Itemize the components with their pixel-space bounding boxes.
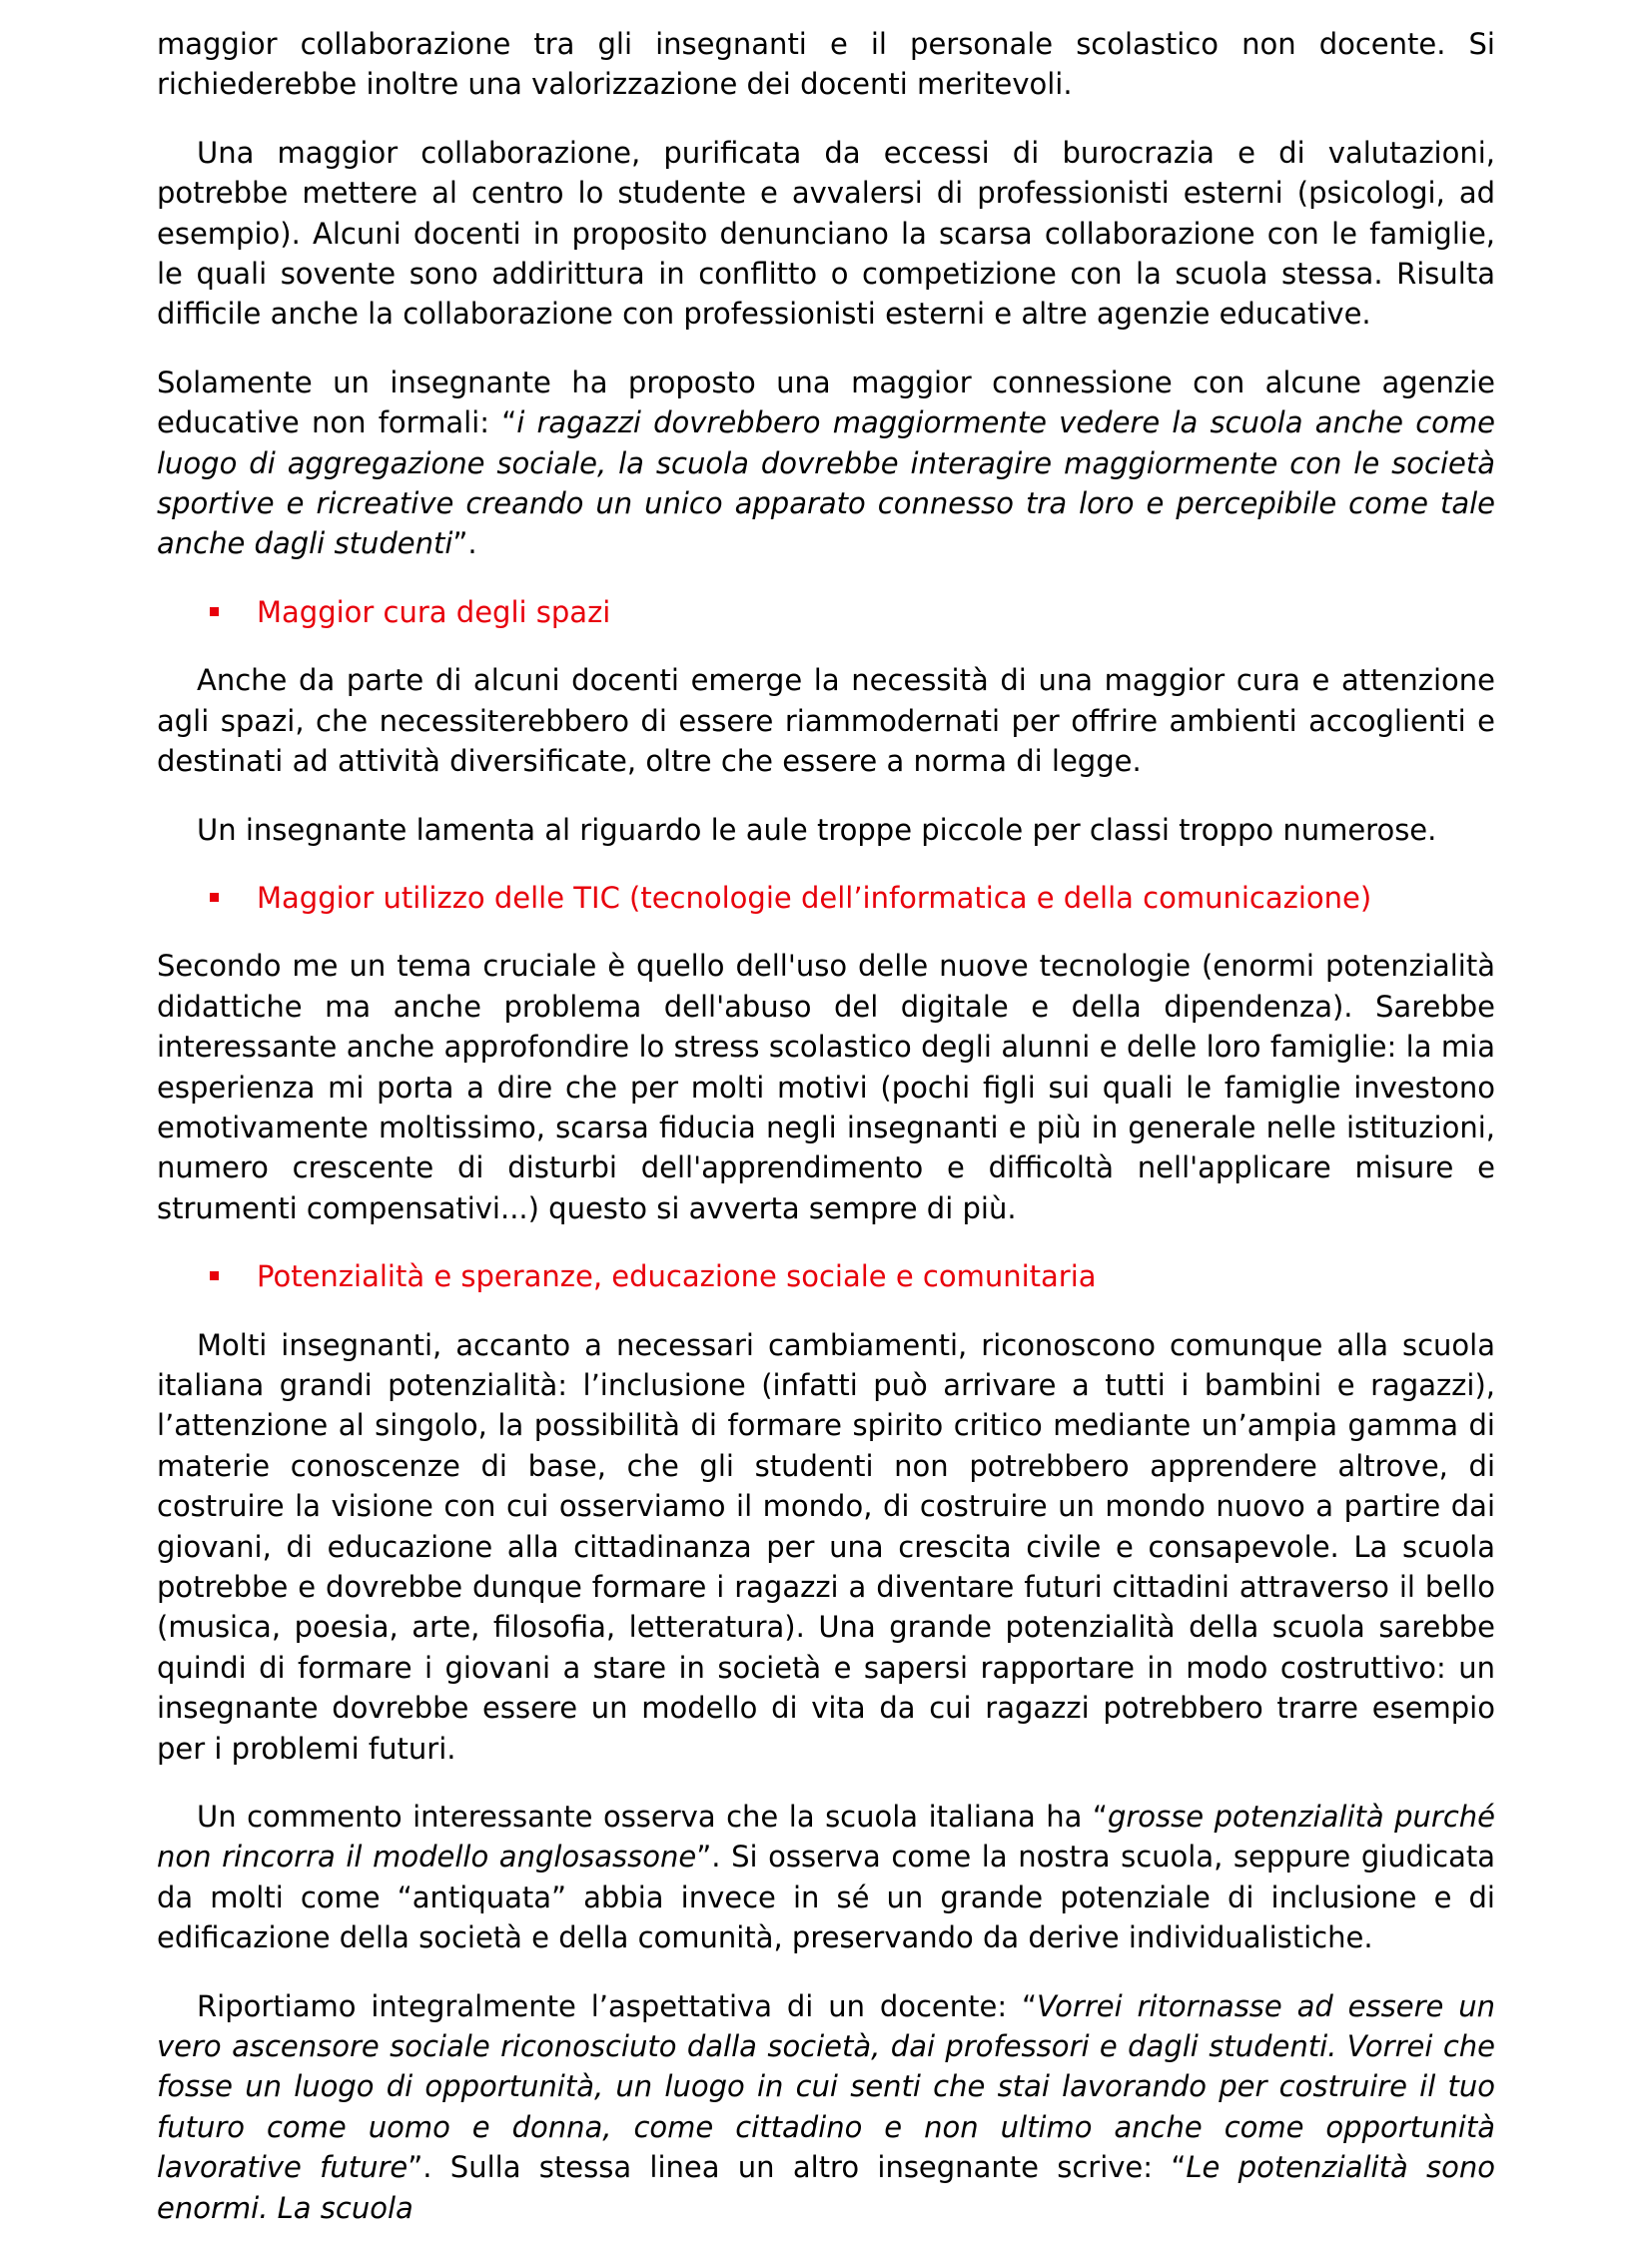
section-heading-spaces [157, 592, 1495, 632]
paragraph-technologies: Secondo me un tema cruciale è quello dell'uso delle nuove tecnologie (enormi potenzialità didattiche ma anche problema dell'abuso del digitale e della dipendenza). Sarebbe interessante anche approfondire lo stress scolastico degli alunni e delle loro famiglie: la mia esperienza mi porta a dire che per molti motivi (pochi figli sui quali le famiglie investono emotivamente moltissimo, scarsa fiducia negli insegnanti e più in generale nelle istituzioni, numero crescente di disturbi dell'apprendimento e difficoltà nell'applicare misure e strumenti compensativi...) questo si avverta sempre di più. [157, 949, 1495, 1225]
paragraph-collaboration-end: maggior collaborazione tra gli insegnanti e il personale scolastico non docente. Si richiederebbe inoltre una valorizzazione dei docenti meritevoli. [157, 27, 1495, 102]
quote-lead: Riportiamo integralmente l’aspettativa di un docente: “ [197, 1988, 1038, 2023]
paragraph-comment [157, 1797, 1495, 1958]
quote-text-2: Le potenzialità sono enormi. La scuola [157, 2150, 1495, 2225]
paragraph-potential: Molti insegnanti, accanto a necessari cambiamenti, riconoscono comunque alla scuola italiana grandi potenzialità: l’inclusione (infatti può arrivare a tutti i bambini e ragazzi), l’attenzione al singolo, la possibilità di formare spirito critico mediante un’ampia gamma di materie conoscenze di base, che gli studenti non potrebbero apprendere altrove, di costruire la visione con cui osserviamo il mondo, di costruire un mondo nuovo a partire dai giovani, di educazione alla cittadinanza per una crescita civile e consapevole. La scuola potrebbe e dovrebbe dunque formare i ragazzi a diventare futuri cittadini attraverso il bello (musica, poesia, arte, filosofia, letteratura). Una grande potenzialità della scuola sarebbe quindi di formare i giovani a stare in società e sapersi rapportare in modo costruttivo: un insegnante dovrebbe essere un modello di vita da cui ragazzi potrebbero trarre esempio per i problemi futuri. [157, 1327, 1495, 1766]
quote-tail: ”. [452, 526, 477, 561]
heading-text: Potenzialità e speranze, educazione sociale e comunitaria [257, 1259, 1097, 1294]
paragraph-spaces: Anche da parte di alcuni docenti emerge la necessità di una maggior cura e attenzione agli spazi, che necessiterebbero di essere riammodernati per offrire ambienti accoglienti e destinati ad attività diversificate, oltre che essere a norma di legge. [157, 663, 1495, 779]
square-bullet-icon [210, 607, 219, 616]
section-heading-potential [157, 1256, 1495, 1296]
paragraph-non-formal-agencies [157, 363, 1495, 564]
paragraph-expectation [157, 1986, 1495, 2228]
heading-text: Maggior cura degli spazi [257, 594, 611, 629]
quote-text: Vorrei ritornasse ad essere un vero ascensore sociale riconosciuto dalla società, dai professori e dagli studenti. Vorrei che fosse un luogo di opportunità, un luogo in cui senti che stai lavorando per costruire il tuo futuro come uomo e donna, come cittadino e non ultimo anche come opportunità lavorative future [157, 1988, 1495, 2185]
quote-lead: Un commento interessante osserva che la scuola italiana ha “ [197, 1800, 1108, 1835]
paragraph-collaboration: Una maggior collaborazione, purificata da eccessi di burocrazia e di valutazioni, potrebbe mettere al centro lo studente e avvalersi di professionisti esterni (psicologi, ad esempio). Alcuni docenti in proposito denunciano la scarsa collaborazione con le famiglie, le quali sovente sono addirittura in conflitto o competizione con la scuola stessa. Risulta difficile anche la collaborazione con professionisti esterni e altre agenzie educative. [157, 135, 1495, 332]
quote-lead: Solamente un insegnante ha proposto una maggior connessione con alcune agenzie educative non formali: “ [157, 365, 1495, 440]
square-bullet-icon [210, 893, 219, 902]
heading-text: Maggior utilizzo delle TIC (tecnologie dell’informatica e della comunicazione) [257, 880, 1372, 915]
square-bullet-icon [210, 1271, 219, 1280]
section-heading-tic [157, 878, 1495, 918]
quote-text: grosse potenzialità purché non rincorra il modello anglosassone [157, 1800, 1496, 1875]
quote-mid: ”. Sulla stessa linea un altro insegnante scrive: “ [408, 2150, 1187, 2185]
quote-text: i ragazzi dovrebbero maggiormente vedere la scuola anche come luogo di aggregazione sociale, la scuola dovrebbe interagire maggiormente con le società sportive e ricreative creando un unico apparato connesso tra loro e percepibile come tale anche dagli studenti [157, 405, 1495, 561]
document-page [157, 24, 1495, 2256]
quote-tail: ”. Si osserva come la nostra scuola, seppure giudicata da molti come “antiquata” abbia invece in sé un grande potenziale di inclusione e di edificazione della società e della comunità, preservando da derive individualistiche. [157, 1840, 1495, 1955]
paragraph-classrooms: Un insegnante lamenta al riguardo le aule troppe piccole per classi troppo numerose. [197, 812, 1437, 847]
